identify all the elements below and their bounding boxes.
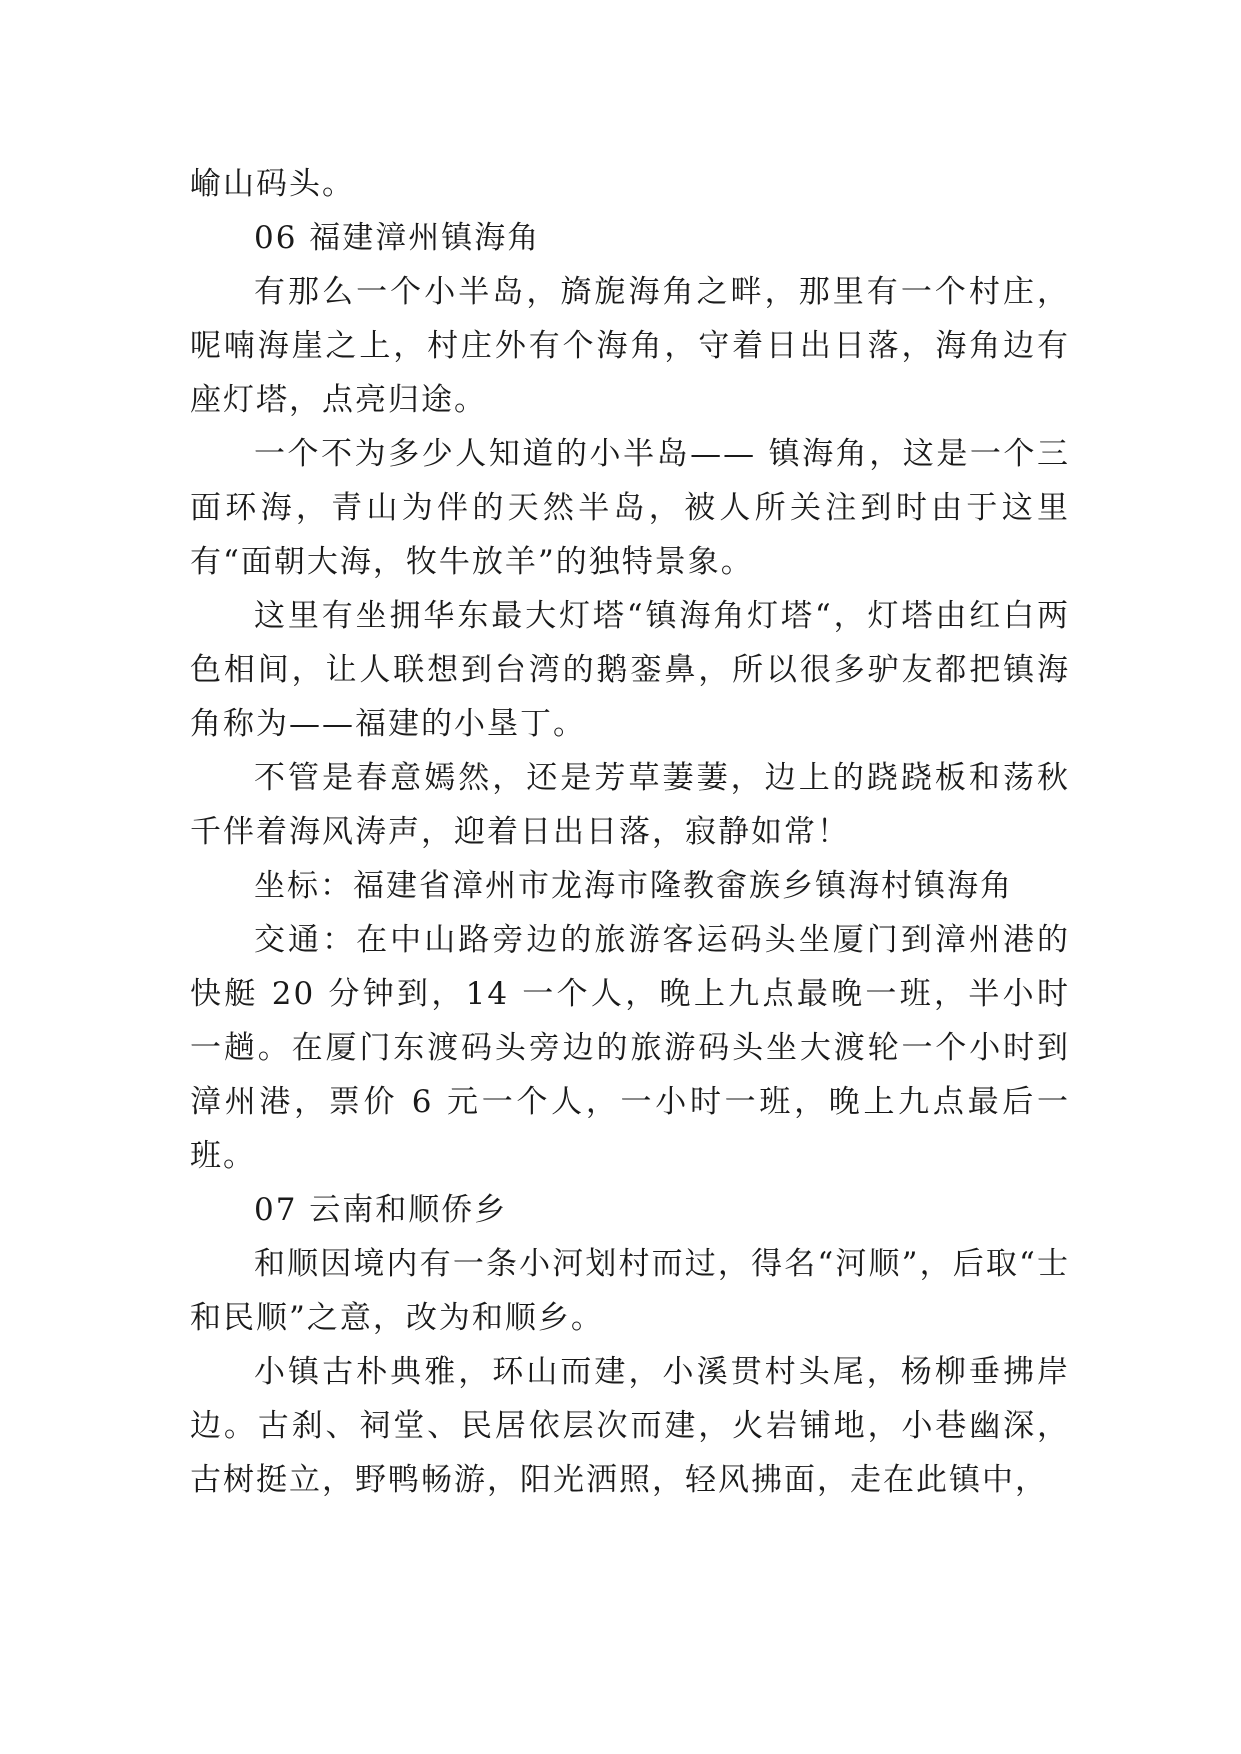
coordinates-line: 坐标：福建省漳州市龙海市隆教畲族乡镇海村镇海角 xyxy=(254,868,1013,904)
document-body xyxy=(190,157,1070,1507)
paragraph: 有那么一个小半岛，旖旎海角之畔，那里有一个村庄，呢喃海崖之上，村庄外有个海角，守着日出日落，海角边有座灯塔，点亮归途。 xyxy=(190,274,1070,418)
paragraph: 一个不为多少人知道的小半岛—— 镇海角，这是一个三面环海，青山为伴的天然半岛，被人所关注到时由于这里有“面朝大海，牧牛放羊”的独特景象。 xyxy=(190,436,1070,580)
paragraph-continuation: 崳山码头。 xyxy=(190,166,355,202)
paragraph: 和顺因境内有一条小河划村而过，得名“河顺”，后取“士和民顺”之意，改为和顺乡。 xyxy=(190,1246,1070,1336)
paragraph: 这里有坐拥华东最大灯塔“镇海角灯塔“，灯塔由红白两色相间，让人联想到台湾的鹅銮鼻，所以很多驴友都把镇海角称为——福建的小垦丁。 xyxy=(190,598,1070,742)
section-heading-07: 07 云南和顺侨乡 xyxy=(254,1192,508,1228)
section-heading-06: 06 福建漳州镇海角 xyxy=(254,220,541,256)
transport-paragraph: 交通：在中山路旁边的旅游客运码头坐厦门到漳州港的快艇 20 分钟到，14 一个人，晚上九点最晚一班，半小时一趟。在厦门东渡码头旁边的旅游码头坐大渡轮一个小时到漳州港，票价 6 元一个人，一小时一班，晚上九点最后一班。 xyxy=(190,922,1070,1174)
paragraph: 不管是春意嫣然，还是芳草萋萋，边上的跷跷板和荡秋千伴着海风涛声，迎着日出日落，寂静如常！ xyxy=(190,760,1070,850)
paragraph: 小镇古朴典雅，环山而建，小溪贯村头尾，杨柳垂拂岸边。古刹、祠堂、民居依层次而建，火岩铺地，小巷幽深，古树挺立，野鸭畅游，阳光洒照，轻风拂面，走在此镇中， xyxy=(190,1354,1070,1498)
